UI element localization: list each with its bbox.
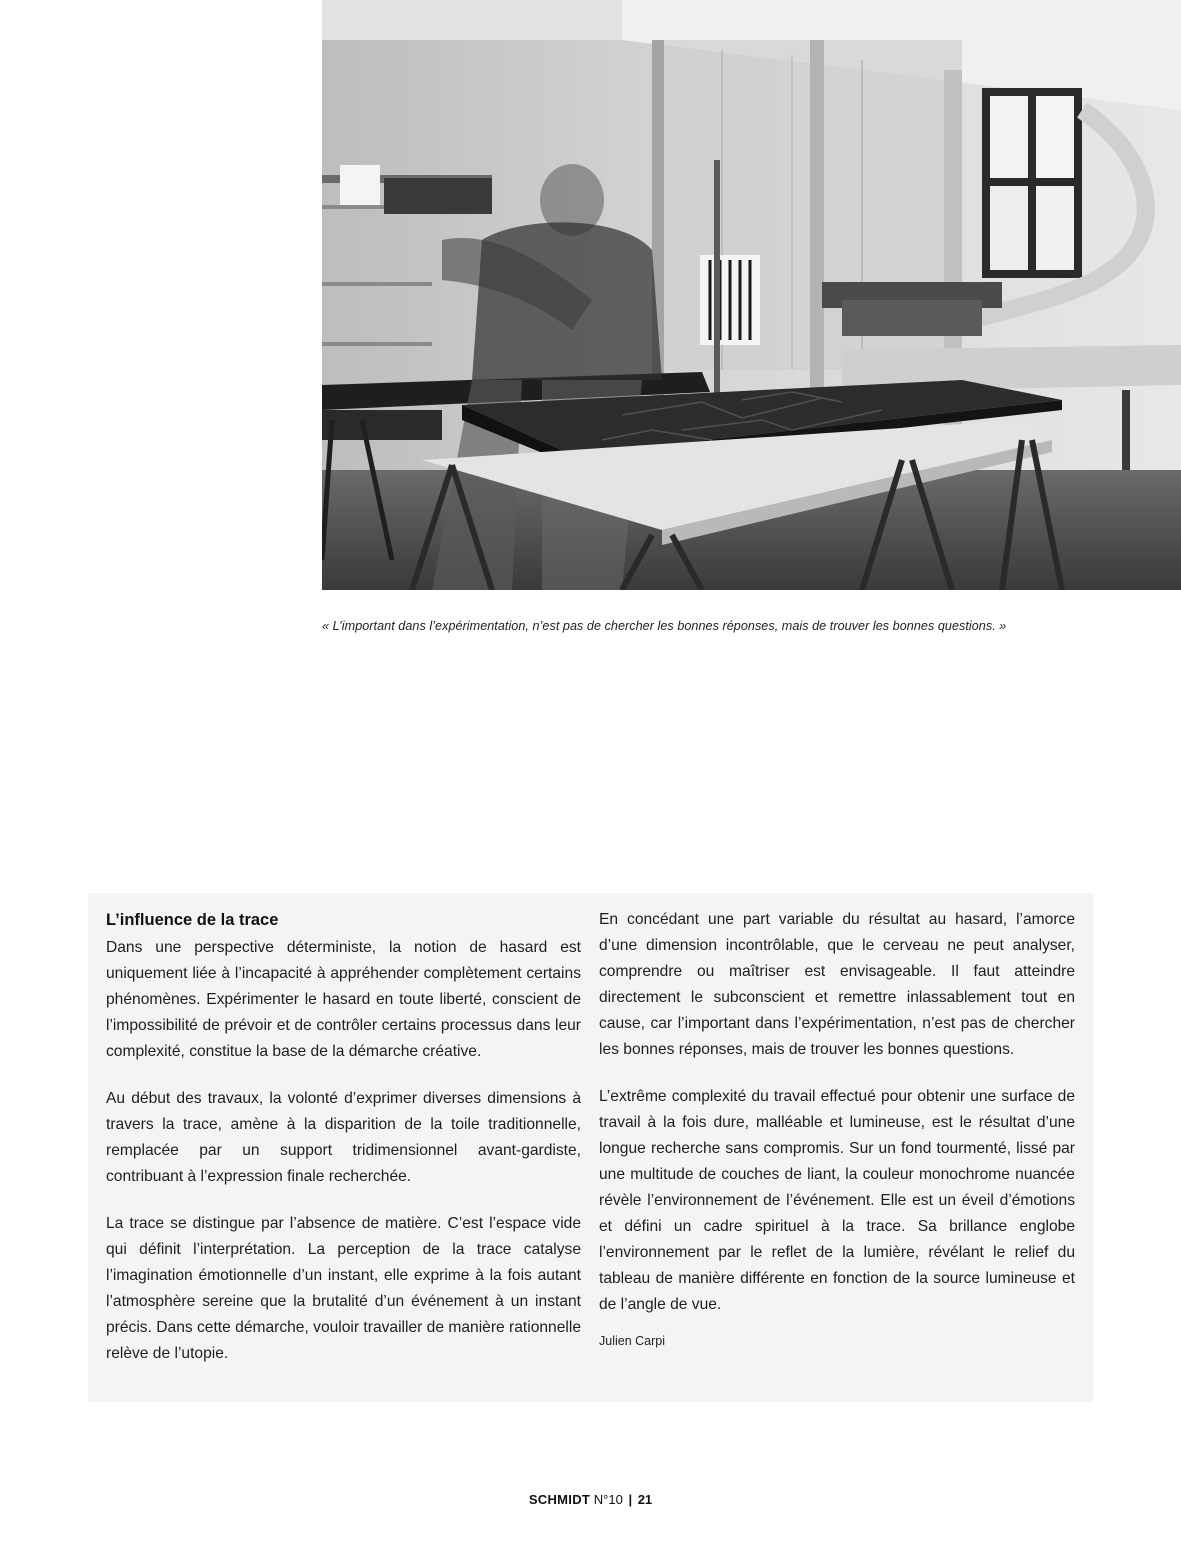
article-title: L’influence de la trace [106, 911, 279, 929]
footer-separator: | [628, 1492, 633, 1507]
article-box [88, 893, 1093, 1402]
studio-photo [322, 0, 1181, 590]
article-paragraph: Dans une perspective déterministe, la notion de hasard est uniquement liée à l’incapacité à appréhender complètement certains phénomènes. Expérimenter le hasard en toute liberté, conscient de l’impossibilité de prévoir et de contrôler certains processus dans leur complexité, constitue la base de la démarche créative. [106, 939, 581, 1060]
page-footer [0, 1492, 1181, 1507]
article-paragraph: L’extrême complexité du travail effectué pour obtenir une surface de travail à la fois dure, malléable et lumineuse, est le résultat d’une longue recherche sans compromis. Sur un fond tourmenté, lissé par une multitude de couches de liant, la couleur monochrome nuancée révèle l’environnement de l’événement. Elle est un éveil d’émotions et défini un cadre spirituel à la trace. Sa brillance englobe l’environnement par le reflet de la lumière, révélant le relief du tableau de manière différente en fonction de la source lumineuse et de l’angle de vue. [599, 1088, 1075, 1313]
article-paragraph: La trace se distingue par l’absence de matière. C’est l’espace vide qui définit l’interprétation. La perception de la trace catalyse l’imagination émotionnelle d’un instant, elle exprime à la fois autant l’atmosphère sereine que la brutalité d’un événement à un instant précis. Dans cette démarche, vouloir travailler de manière rationnelle relève de l’utopie. [106, 1215, 581, 1362]
article-paragraph: Au début des travaux, la volonté d’exprimer diverses dimensions à travers la trace, amène à la disparition de la toile traditionnelle, remplacée par un support tridimensionnel avant-gardiste, contribuant à l’expression finale recherchée. [106, 1090, 581, 1185]
article-right-column [599, 907, 1075, 1348]
studio-photo-illustration [322, 0, 1181, 590]
photo-caption: « L’important dans l’expérimentation, n’est pas de chercher les bonnes réponses, mais de trouver les bonnes questions. » [322, 619, 1007, 633]
article-left-column [106, 907, 581, 1388]
issue-number: N°10 [593, 1492, 623, 1507]
article-paragraph: En concédant une part variable du résultat au hasard, l’amorce d’une dimension incontrôlable, que le cerveau ne peut analyser, comprendre ou maîtriser est envisageable. Il faut atteindre directement le subconscient et remettre inlassablement tout en cause, car l’important dans l’expérimentation, n’est pas de chercher les bonnes réponses, mais de trouver les bonnes questions. [599, 911, 1075, 1058]
page-number: 21 [637, 1492, 653, 1507]
article-author: Julien Carpi [599, 1334, 666, 1348]
magazine-name: SCHMIDT [528, 1492, 591, 1507]
